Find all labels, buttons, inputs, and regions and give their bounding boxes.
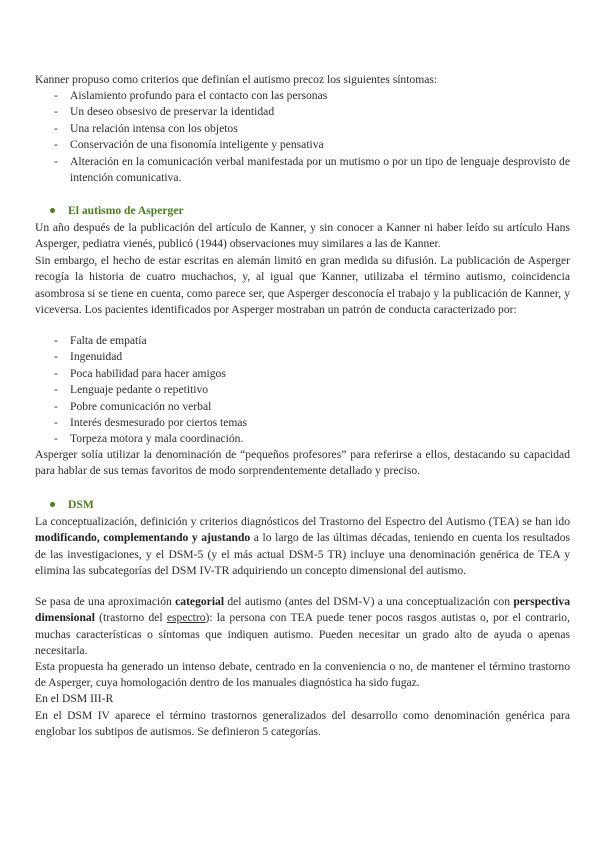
list-item: - Conservación de una fisonomía inteligente y pensativa: [35, 137, 570, 153]
dash-icon: -: [54, 350, 58, 364]
dash-icon: -: [54, 383, 58, 397]
asperger-paragraph-2: Sin embargo, el hecho de estar escritas en alemán limitó en gran medida su difusión. La publicación de Asperger recogía la historia de cuatro muchachos, y, al igual que Kanner, utilizaba el término autismo, coincidencia asombrosa si se tiene en cuenta, como parece ser, que Asperger desconocía el trabajo y la publicación de Kanner, y viceversa. Los pacientes identificados por Asperger mostraban un patrón de conducta caracterizado por:: [35, 254, 570, 317]
asperger-paragraph-3: Asperger solía utilizar la denominación de “pequeños profesores” para referirse a ellos, destacando su capacidad para hablar de sus temas favoritos de modo sorprendentemente detallado y preciso.: [35, 448, 570, 478]
dsm-paragraph-1: La conceptualización, definición y criterios diagnósticos del Trastorno del Espectro del Autismo (TEA) se han ido modificando, complementando y ajustando a lo largo de las últimas décadas, teniendo en cuenta los resultados de las investigaciones, y el DSM-5 (y el más actual DSM-5 TR) incluye una denominación genérica de TEA y elimina las subcategorías del DSM IV-TR adquiriendo un concepto dimensional del autismo.: [35, 515, 571, 578]
dsm-paragraph-2: Se pasa de una aproximación categorial del autismo (antes del DSM-V) a una conceptualización con perspectiva dimensional (trastorno del espectro): la persona con TEA puede tener pocos rasgos autistas o, por el contrario, muchas características o síntomas que indiquen autismo. Pueden necesitar un grado alto de ayuda o apenas necesitarla.: [35, 595, 570, 658]
dsm-paragraph-5: En el DSM IV aparece el término trastornos generalizados del desarrollo como denominación genérica para englobar los subtipos de autismos. Se definieron 5 categorías.: [35, 709, 570, 739]
list-item: - Aislamiento profundo para el contacto con las personas: [35, 88, 570, 104]
dash-icon: -: [54, 334, 58, 347]
asperger-traits-list: [35, 333, 570, 448]
list-item: - Un deseo obsesivo de preservar la identidad: [35, 104, 570, 120]
bullet-icon: [50, 208, 55, 213]
dash-icon: -: [54, 366, 58, 380]
dsm-paragraph-4: En el DSM III-R: [35, 692, 114, 705]
bullet-icon: [50, 502, 55, 507]
section-heading-dsm: DSM: [50, 497, 94, 513]
intro-text: Kanner propuso como criterios que definían el autismo precoz los siguientes síntomas:: [35, 73, 438, 86]
list-item: - Alteración en la comunicación verbal manifestada por un mutismo o por un tipo de lenguaje desprovisto de intención comunicativa.: [54, 154, 570, 185]
dsm-paragraph-3: Esta propuesta ha generado un intenso debate, centrado en la conveniencia o no, de mantener el término trastorno de Asperger, cuya homologación dentro de los manuales diagnóstica ha sido fugaz.: [35, 660, 570, 690]
dash-icon: -: [54, 121, 58, 135]
list-item: - Una relación intensa con los objetos: [35, 121, 570, 137]
kanner-criteria-list: [35, 88, 570, 186]
list-item: - Ingenuidad: [35, 349, 570, 365]
list-item: - Interés desmesurado por ciertos temas: [35, 415, 570, 431]
asperger-paragraph-1: Un año después de la publicación del artículo de Kanner, y sin conocer a Kanner ni haber leído su artículo Hans Asperger, pediatra vienés, publicó (1944) observaciones muy similares a las de Kanner.: [35, 221, 570, 251]
dash-icon: -: [54, 416, 58, 430]
list-item: - Lenguaje pedante o repetitivo: [35, 382, 570, 398]
section-heading-asperger: El autismo de Asperger: [50, 203, 184, 219]
dash-icon: -: [54, 138, 58, 152]
list-item: - Falta de empatía: [35, 333, 570, 349]
dash-icon: -: [54, 154, 58, 168]
dash-icon: -: [54, 432, 58, 446]
dash-icon: -: [54, 105, 58, 119]
list-item: - Torpeza motora y mala coordinación.: [35, 431, 570, 447]
list-item: - Poca habilidad para hacer amigos: [35, 366, 570, 382]
dash-icon: -: [54, 399, 58, 413]
dash-icon: -: [54, 89, 58, 102]
list-item: - Pobre comunicación no verbal: [35, 399, 570, 415]
